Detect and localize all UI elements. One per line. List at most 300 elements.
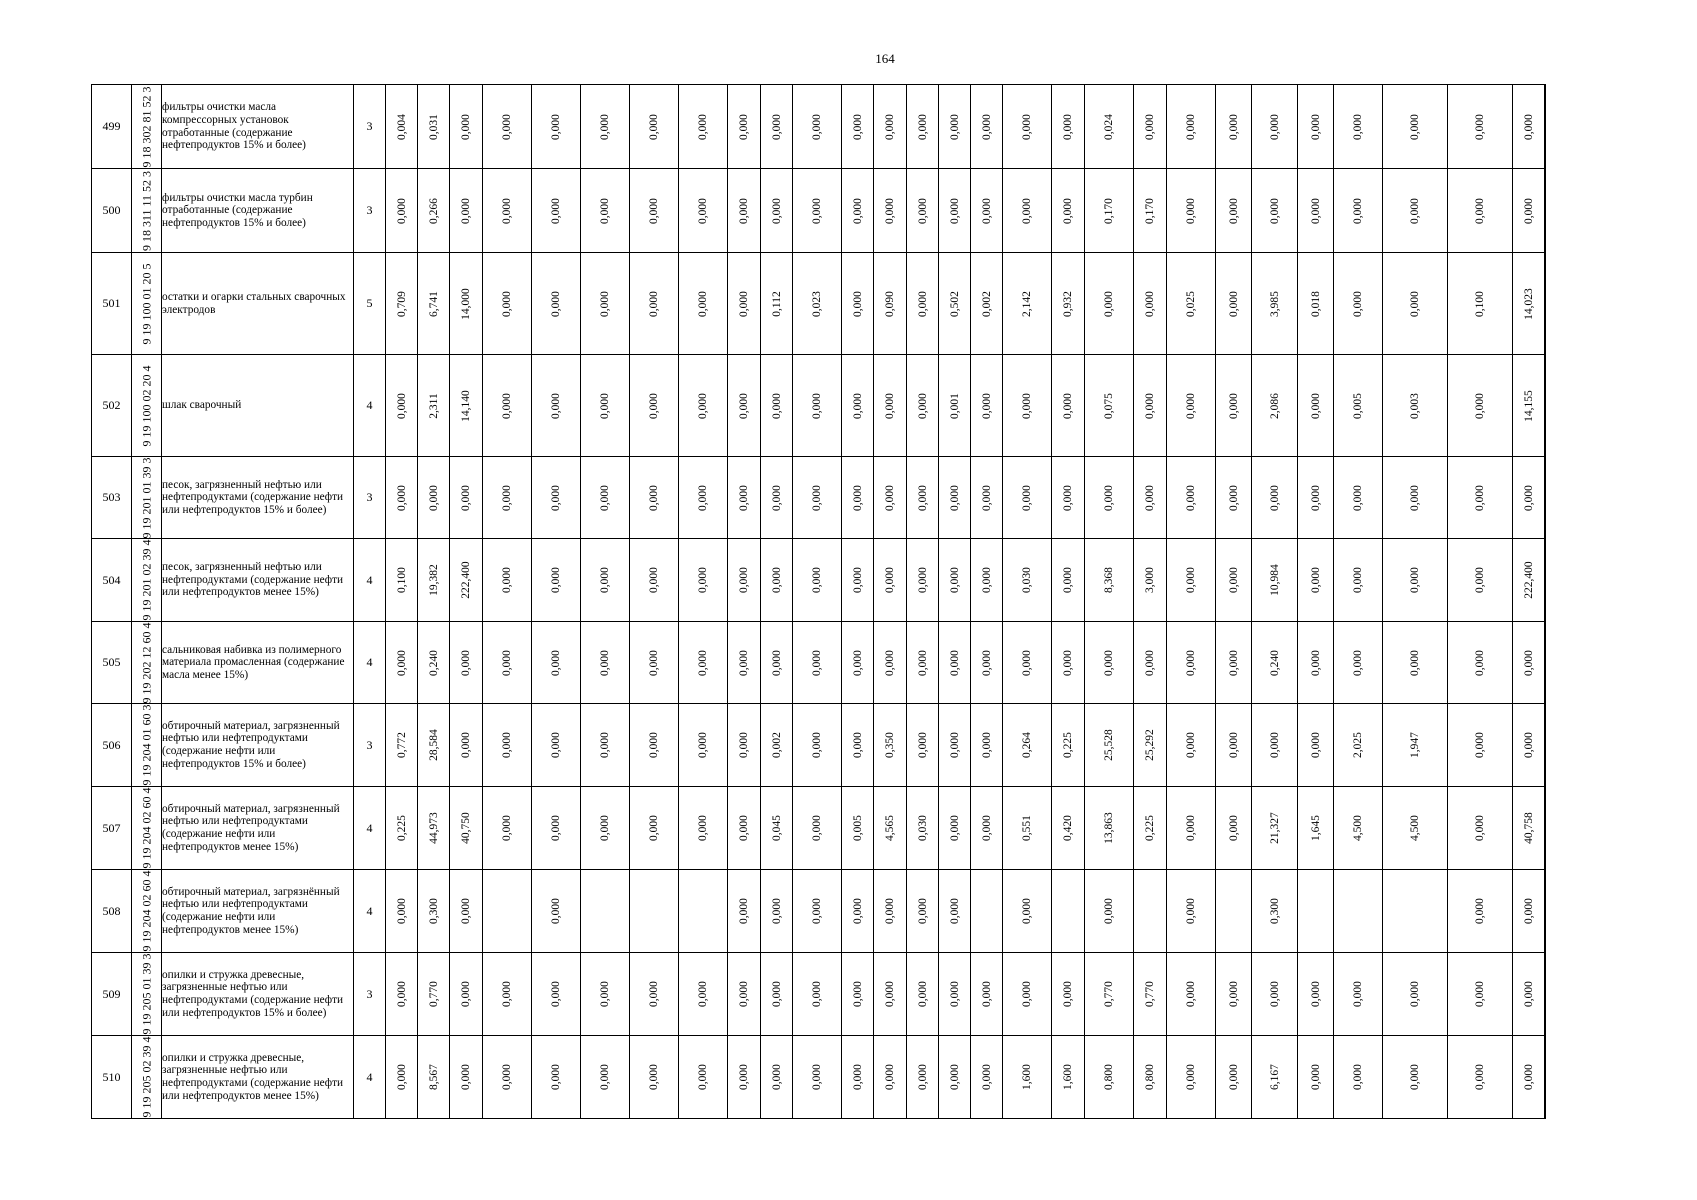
value-cell <box>679 85 728 169</box>
value-text: 0,000 <box>550 197 562 224</box>
table-row <box>92 1036 1546 1119</box>
value-text: 0,000 <box>980 567 993 593</box>
value-cell <box>1448 169 1513 253</box>
value-cell <box>1167 253 1216 355</box>
value-text: 0,000 <box>697 732 709 758</box>
value-cell <box>630 253 679 355</box>
value-text: 21,327 <box>1268 812 1281 844</box>
value-cell <box>1003 870 1052 953</box>
value-cell <box>1383 953 1448 1036</box>
value-cell <box>1334 704 1383 787</box>
value-cell <box>842 355 874 457</box>
value-text: 0,000 <box>550 290 562 317</box>
value-cell <box>418 1036 450 1119</box>
value-text: 0,000 <box>1309 113 1322 140</box>
value-cell <box>907 1036 939 1119</box>
value-cell <box>1167 539 1216 622</box>
value-text: 0,000 <box>851 981 864 1007</box>
value-cell <box>1052 85 1085 169</box>
value-cell <box>418 622 450 704</box>
value-cell <box>386 704 418 787</box>
row-number-cell: 499 <box>92 85 132 169</box>
value-text: 0,000 <box>1062 981 1074 1007</box>
value-text: 0,000 <box>1268 113 1281 140</box>
value-cell <box>1052 870 1085 953</box>
value-cell <box>581 1036 630 1119</box>
value-text: 0,000 <box>697 197 709 224</box>
value-text: 0,000 <box>395 392 408 419</box>
waste-code-cell <box>132 539 162 622</box>
value-cell <box>1513 85 1545 169</box>
value-cell <box>1298 539 1334 622</box>
value-text: 0,000 <box>770 898 783 924</box>
value-text: 0,000 <box>395 484 408 511</box>
value-cell <box>1085 85 1134 169</box>
value-text: 0,000 <box>648 1064 660 1090</box>
value-text: 0,000 <box>1144 290 1156 317</box>
value-cell <box>1545 953 1546 1036</box>
value-text: 0,000 <box>1522 484 1535 511</box>
value-text: 0,000 <box>884 898 896 924</box>
value-text: 0,000 <box>1062 484 1074 511</box>
value-cell <box>483 355 532 457</box>
value-cell <box>874 787 907 870</box>
value-text: 0,000 <box>948 649 961 676</box>
value-text: 0,000 <box>550 567 562 593</box>
table-row <box>92 870 1546 953</box>
value-text: 0,000 <box>948 981 961 1007</box>
value-cell <box>1134 85 1167 169</box>
waste-code: 9 19 204 02 60 4 <box>139 787 153 869</box>
value-text: 0,000 <box>395 197 408 224</box>
value-cell <box>793 1036 842 1119</box>
value-cell <box>418 457 450 539</box>
value-cell <box>1334 870 1383 953</box>
value-text: 0,000 <box>501 392 513 419</box>
value-text: 0,000 <box>980 113 993 140</box>
value-text: 0,350 <box>884 732 896 758</box>
value-cell <box>1513 539 1545 622</box>
value-cell <box>630 539 679 622</box>
value-cell <box>581 870 630 953</box>
value-text: 0,000 <box>916 898 929 924</box>
value-cell <box>907 253 939 355</box>
value-cell <box>1167 870 1216 953</box>
value-cell <box>939 85 971 169</box>
value-text: 0,000 <box>811 197 823 224</box>
value-text: 0,000 <box>1021 197 1033 224</box>
hazard-class-cell: 3 <box>354 457 386 539</box>
value-text: 0,000 <box>916 113 929 140</box>
value-cell <box>1134 704 1167 787</box>
value-cell <box>1298 622 1334 704</box>
value-cell <box>971 457 1003 539</box>
value-cell <box>761 169 793 253</box>
hazard-class-cell: 4 <box>354 1036 386 1119</box>
value-cell <box>793 539 842 622</box>
value-text: 0,000 <box>916 392 929 419</box>
value-cell <box>1003 457 1052 539</box>
waste-code: 9 19 204 01 60 3 <box>139 704 153 786</box>
value-text: 0,000 <box>1185 898 1197 924</box>
waste-name-cell: песок, загрязненный нефтью или нефтепродуктами (содержание нефти или нефтепродуктов 15% и более) <box>162 457 354 539</box>
value-text: 0,000 <box>1227 732 1240 758</box>
value-cell <box>728 85 761 169</box>
value-text: 0,001 <box>948 392 961 419</box>
value-cell <box>761 85 793 169</box>
value-text: 0,000 <box>395 1064 408 1090</box>
value-cell <box>939 355 971 457</box>
waste-code-cell <box>132 355 162 457</box>
value-cell <box>483 704 532 787</box>
value-cell <box>386 622 418 704</box>
value-text: 0,000 <box>599 113 611 140</box>
row-number-cell: 500 <box>92 169 132 253</box>
value-cell <box>581 85 630 169</box>
value-cell <box>581 457 630 539</box>
value-text: 0,000 <box>1352 290 1364 317</box>
value-text: 0,000 <box>770 113 783 140</box>
value-cell <box>630 870 679 953</box>
value-cell <box>907 539 939 622</box>
value-cell <box>450 870 483 953</box>
value-cell <box>793 457 842 539</box>
value-cell <box>1216 253 1252 355</box>
value-cell <box>1383 704 1448 787</box>
value-text: 19,382 <box>427 564 440 596</box>
value-text: 0,000 <box>916 197 929 224</box>
value-text: 0,770 <box>1103 981 1115 1007</box>
value-cell <box>793 953 842 1036</box>
value-cell <box>907 85 939 169</box>
value-text: 0,000 <box>599 392 611 419</box>
value-text: 0,000 <box>648 567 660 593</box>
value-cell <box>1003 787 1052 870</box>
value-cell <box>1216 85 1252 169</box>
value-text: 0,000 <box>948 1064 961 1090</box>
value-cell <box>1334 539 1383 622</box>
value-text: 0,000 <box>980 392 993 419</box>
value-cell <box>1513 457 1545 539</box>
waste-name-cell: фильтры очистки масла компрессорных установок отработанные (содержание нефтепродуктов 15% и более) <box>162 85 354 169</box>
value-cell <box>386 457 418 539</box>
value-text: 14,023 <box>1522 287 1535 320</box>
value-cell <box>761 787 793 870</box>
value-cell <box>842 169 874 253</box>
value-cell <box>418 704 450 787</box>
value-text: 0,000 <box>460 649 472 676</box>
waste-code: 9 19 202 12 60 4 <box>139 622 153 703</box>
value-cell <box>1052 953 1085 1036</box>
value-cell <box>1134 622 1167 704</box>
value-text: 0,000 <box>1021 392 1033 419</box>
value-text: 14,140 <box>460 389 472 422</box>
value-text: 0,000 <box>1103 484 1115 511</box>
value-text: 0,090 <box>884 290 896 317</box>
value-text: 0,240 <box>427 649 440 676</box>
value-cell <box>1252 85 1298 169</box>
value-text: 0,000 <box>811 113 823 140</box>
value-cell <box>1167 85 1216 169</box>
value-text: 0,000 <box>648 815 660 841</box>
waste-code-cell <box>132 953 162 1036</box>
value-cell <box>728 169 761 253</box>
waste-code-cell <box>132 85 162 169</box>
value-text <box>1545 815 1546 841</box>
value-text: 0,100 <box>395 567 408 593</box>
value-text: 0,000 <box>1185 1064 1197 1090</box>
value-text: 0,000 <box>648 392 660 419</box>
value-text: 0,000 <box>811 484 823 511</box>
value-cell <box>1052 704 1085 787</box>
value-text: 0,000 <box>1021 649 1033 676</box>
value-cell <box>1383 539 1448 622</box>
value-cell <box>793 870 842 953</box>
value-text: 0,000 <box>948 815 961 841</box>
value-text: 0,000 <box>550 898 562 924</box>
value-text: 0,000 <box>980 484 993 511</box>
value-text: 0,000 <box>738 484 750 511</box>
value-text: 0,000 <box>1103 649 1115 676</box>
value-cell <box>1513 169 1545 253</box>
value-cell <box>874 457 907 539</box>
value-text: 0,000 <box>851 484 864 511</box>
value-text: 2,086 <box>1268 392 1281 419</box>
value-cell <box>874 169 907 253</box>
value-cell <box>793 787 842 870</box>
value-cell <box>679 622 728 704</box>
value-cell <box>1003 253 1052 355</box>
value-text: 0,000 <box>884 1064 896 1090</box>
hazard-class-cell: 3 <box>354 169 386 253</box>
value-cell <box>630 457 679 539</box>
value-cell <box>874 622 907 704</box>
value-text: 0,000 <box>916 981 929 1007</box>
value-text: 0,000 <box>599 815 611 841</box>
value-text: 0,000 <box>697 290 709 317</box>
value-text: 0,003 <box>1409 392 1421 419</box>
value-cell <box>1216 787 1252 870</box>
value-cell <box>581 539 630 622</box>
value-cell <box>1298 169 1334 253</box>
value-text: 0,000 <box>1522 732 1535 758</box>
waste-code: 9 19 205 01 39 3 <box>139 953 153 1035</box>
hazard-class-cell: 3 <box>354 704 386 787</box>
value-text: 0,000 <box>851 898 864 924</box>
value-text: 0,005 <box>1352 392 1364 419</box>
value-text: 0,000 <box>648 649 660 676</box>
value-cell <box>1252 704 1298 787</box>
value-cell <box>1085 622 1134 704</box>
value-text: 0,000 <box>648 197 660 224</box>
value-cell <box>1252 953 1298 1036</box>
hazard-class-cell: 4 <box>354 539 386 622</box>
value-text: 0,000 <box>1185 732 1197 758</box>
value-text: 14,000 <box>460 287 472 320</box>
value-cell <box>1003 704 1052 787</box>
value-text: 0,000 <box>599 567 611 593</box>
value-text: 0,000 <box>460 113 472 140</box>
value-text: 0,000 <box>738 392 750 419</box>
value-text: 0,000 <box>1309 197 1322 224</box>
value-cell <box>1448 704 1513 787</box>
value-cell <box>450 622 483 704</box>
value-cell <box>793 253 842 355</box>
value-text: 0,225 <box>1144 815 1156 841</box>
value-cell <box>386 787 418 870</box>
value-text: 0,000 <box>1185 484 1197 511</box>
value-text: 0,000 <box>738 1064 750 1090</box>
value-text: 0,000 <box>1474 1064 1486 1090</box>
value-cell <box>1134 253 1167 355</box>
value-text: 3,000 <box>1144 567 1156 593</box>
value-cell <box>483 85 532 169</box>
value-cell <box>630 85 679 169</box>
value-text: 0,000 <box>1522 113 1535 140</box>
value-cell <box>532 539 581 622</box>
value-cell <box>1383 169 1448 253</box>
value-text: 0,000 <box>1522 197 1535 224</box>
value-text: 0,000 <box>738 815 750 841</box>
value-cell <box>1298 704 1334 787</box>
value-text: 0,000 <box>1227 1064 1240 1090</box>
value-text: 0,000 <box>1409 649 1421 676</box>
value-cell <box>1052 355 1085 457</box>
table-row <box>92 457 1546 539</box>
value-cell <box>1448 85 1513 169</box>
value-cell <box>1167 355 1216 457</box>
value-cell <box>1545 787 1546 870</box>
value-cell <box>842 85 874 169</box>
value-cell <box>761 622 793 704</box>
value-text: 0,000 <box>811 732 823 758</box>
value-cell <box>450 85 483 169</box>
value-text: 0,000 <box>501 815 513 841</box>
value-text: 0,000 <box>1185 649 1197 676</box>
value-text: 0,000 <box>1268 197 1281 224</box>
value-text: 0,000 <box>884 197 896 224</box>
value-cell <box>1448 953 1513 1036</box>
value-cell <box>386 870 418 953</box>
value-cell <box>450 704 483 787</box>
value-text: 0,000 <box>738 113 750 140</box>
value-text: 0,000 <box>648 113 660 140</box>
value-cell <box>1252 355 1298 457</box>
value-text: 0,000 <box>1474 981 1486 1007</box>
value-text: 0,000 <box>550 732 562 758</box>
value-cell <box>1052 1036 1085 1119</box>
waste-code: 9 19 100 01 20 5 <box>139 263 153 344</box>
value-text: 0,000 <box>916 484 929 511</box>
value-cell <box>874 85 907 169</box>
value-text: 0,000 <box>738 197 750 224</box>
value-cell <box>1252 1036 1298 1119</box>
value-text: 0,000 <box>460 732 472 758</box>
value-cell <box>1334 1036 1383 1119</box>
value-cell <box>418 787 450 870</box>
value-cell <box>1334 355 1383 457</box>
value-text: 0,000 <box>738 649 750 676</box>
value-cell <box>450 355 483 457</box>
value-text: 0,000 <box>1409 197 1421 224</box>
value-text <box>1545 650 1546 676</box>
value-text: 0,000 <box>599 981 611 1007</box>
value-text: 6,167 <box>1268 1064 1281 1090</box>
value-cell <box>1134 870 1167 953</box>
value-text <box>1545 732 1546 758</box>
value-text: 0,170 <box>1144 197 1156 224</box>
value-text: 0,000 <box>851 113 864 140</box>
value-text: 0,000 <box>770 649 783 676</box>
value-cell <box>907 457 939 539</box>
value-text: 0,000 <box>884 981 896 1007</box>
value-cell <box>581 704 630 787</box>
value-cell <box>1216 953 1252 1036</box>
value-cell <box>1448 870 1513 953</box>
value-cell <box>1513 704 1545 787</box>
value-cell <box>971 787 1003 870</box>
value-text: 0,000 <box>916 567 929 593</box>
value-cell <box>1216 457 1252 539</box>
value-cell <box>971 253 1003 355</box>
value-cell <box>761 355 793 457</box>
value-cell <box>1252 622 1298 704</box>
value-cell <box>1545 85 1546 169</box>
value-text: 0,000 <box>1474 732 1486 758</box>
value-cell <box>581 622 630 704</box>
value-cell <box>1085 953 1134 1036</box>
waste-name-cell: фильтры очистки масла турбин отработанные (содержание нефтепродуктов 15% и более) <box>162 169 354 253</box>
value-cell <box>679 539 728 622</box>
value-cell <box>907 704 939 787</box>
value-cell <box>907 870 939 953</box>
value-text: 0,000 <box>1522 649 1535 676</box>
value-text: 0,000 <box>697 649 709 676</box>
value-cell <box>1134 169 1167 253</box>
value-cell <box>1298 355 1334 457</box>
value-cell <box>1003 622 1052 704</box>
value-cell <box>1216 870 1252 953</box>
value-cell <box>1448 622 1513 704</box>
hazard-class-cell: 3 <box>354 953 386 1036</box>
waste-name-cell: остатки и огарки стальных сварочных электродов <box>162 253 354 355</box>
value-cell <box>728 870 761 953</box>
value-text: 2,142 <box>1021 290 1033 317</box>
value-text: 2,025 <box>1352 732 1364 758</box>
value-cell <box>728 953 761 1036</box>
table-row <box>92 169 1546 253</box>
value-text: 0,000 <box>1474 197 1486 224</box>
value-cell <box>971 622 1003 704</box>
value-text: 6,741 <box>427 290 440 317</box>
value-cell <box>761 253 793 355</box>
value-text: 0,000 <box>770 197 783 224</box>
waste-name-cell: шлак сварочный <box>162 355 354 457</box>
value-text: 0,000 <box>697 392 709 419</box>
value-text: 0,000 <box>648 290 660 317</box>
value-text: 0,300 <box>427 898 440 924</box>
value-text: 0,000 <box>811 898 823 924</box>
value-cell <box>1252 457 1298 539</box>
value-cell <box>679 953 728 1036</box>
value-text: 0,000 <box>648 732 660 758</box>
value-text: 0,005 <box>851 815 864 841</box>
value-cell <box>1383 787 1448 870</box>
value-text: 0,000 <box>1409 981 1421 1007</box>
value-text: 0,000 <box>1021 898 1033 924</box>
value-cell <box>483 539 532 622</box>
row-number-cell: 506 <box>92 704 132 787</box>
